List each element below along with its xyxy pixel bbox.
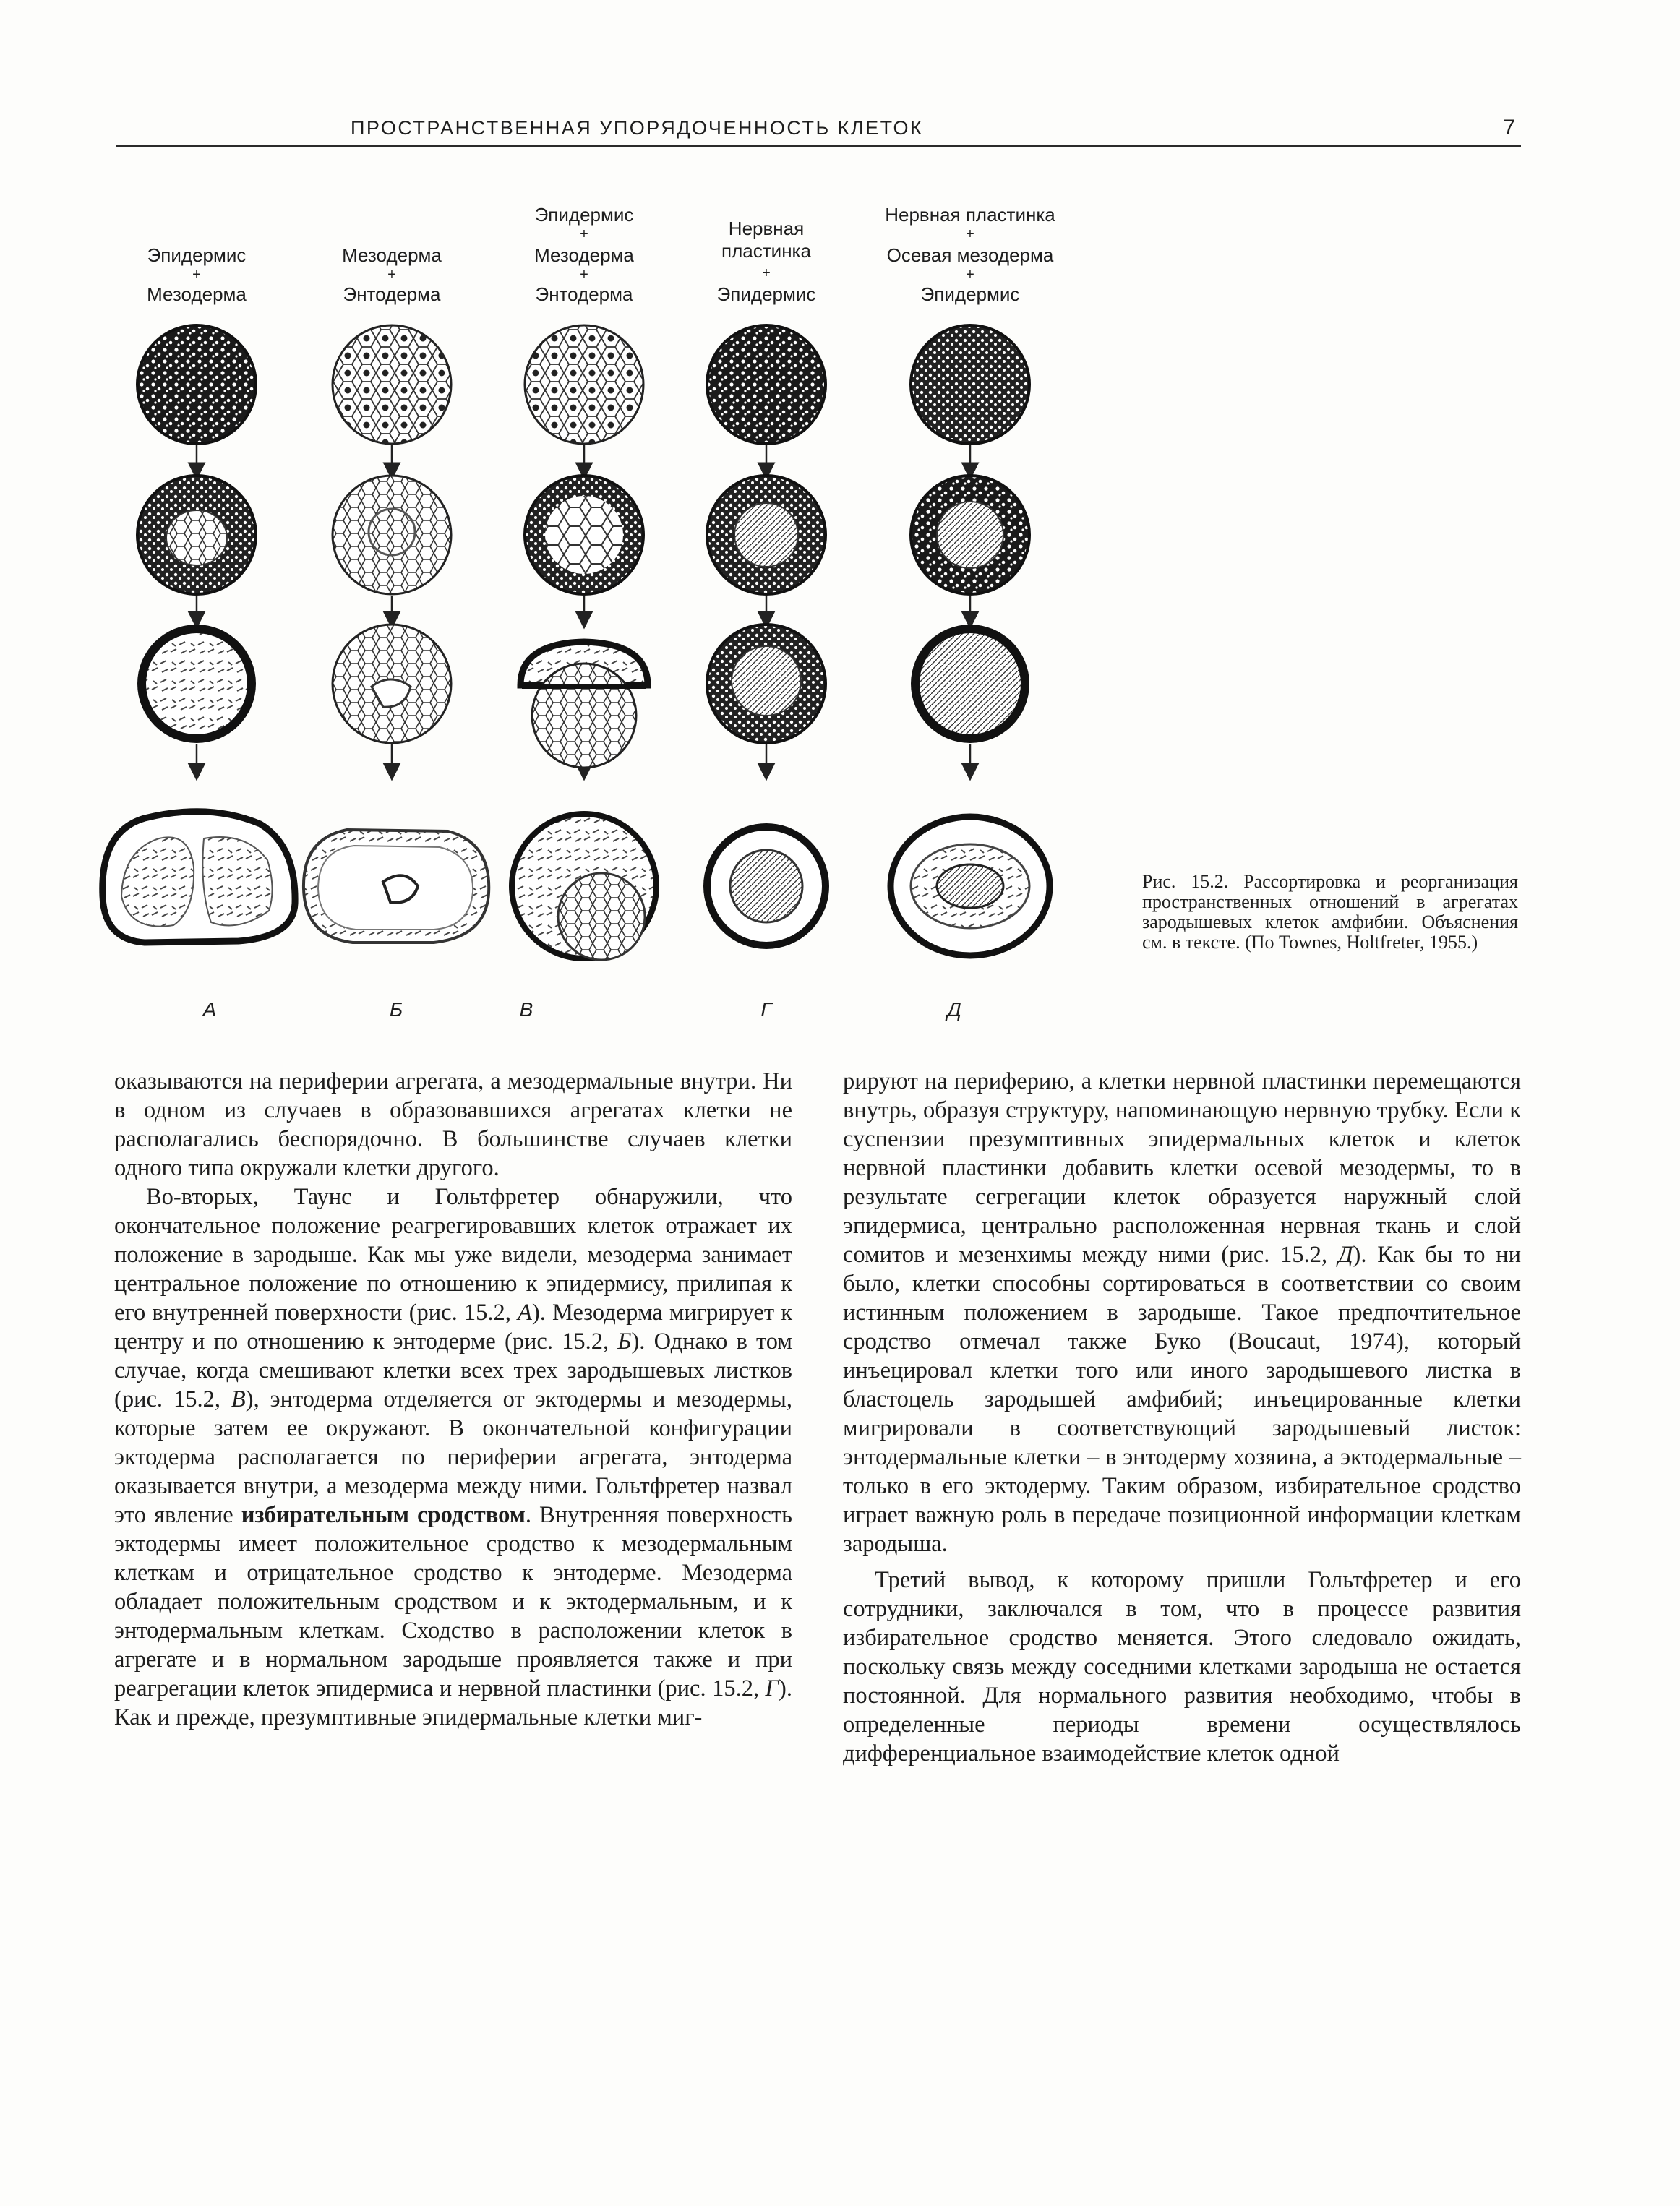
column-label-a bbox=[147, 244, 247, 305]
figure-ref: Б bbox=[617, 1329, 632, 1355]
running-title: ПРОСТРАНСТВЕННАЯ УПОРЯДОЧЕННОСТЬ КЛЕТОК bbox=[351, 117, 924, 139]
svg-text:Нервная: Нервная bbox=[728, 218, 805, 239]
page-number: 7 bbox=[1503, 116, 1515, 140]
svg-text:Мезодерма: Мезодерма bbox=[534, 244, 634, 266]
panel-letter-g: Г bbox=[760, 998, 772, 1021]
panel-letter-d: Д bbox=[947, 998, 961, 1021]
svg-text:Эпидермис: Эпидермис bbox=[920, 283, 1020, 305]
svg-text:Эпидермис: Эпидермис bbox=[534, 204, 634, 226]
text-column-left bbox=[114, 1067, 792, 1732]
svg-text:Нервная пластинка: Нервная пластинка bbox=[885, 204, 1055, 226]
key-term: избирательным сродством bbox=[241, 1502, 526, 1528]
svg-text:+: + bbox=[762, 265, 771, 281]
column-g-stages bbox=[707, 325, 826, 945]
figure-ref: Д bbox=[1337, 1242, 1353, 1268]
column-label-d bbox=[885, 204, 1055, 305]
svg-text:+: + bbox=[580, 226, 588, 242]
paragraph: рируют на периферию, а клетки нервной пластинки перемещаются внутрь, образуя структуру, напоминающую нервную трубку. Если к суспензии презумптивных эпидермальных клеток и клеток нервной пластинки добавить клетки осевой мезодермы, то в результате сегрегации клеток образуется наружный слой эпидермиса, центрально расположенная нервная ткань и слой сомитов и мезенхимы между ними (рис. 15.2, Д). Как бы то ни было, клетки способны сортироваться в соответствии со своим истинным положением в зародыше. Такое предпочтительное сродство отмечал также Буко (Boucaut, 1974), который инъецировал клетки того или иного зародышевого листка в бластоцель зародышей амфибий; инъецированные клетки мигрировали в соответствующий зародышевый листок: энтодермальные клетки – в энтодерму хозяина, а эктодермальные – только в его эктодерму. Таким образом, избирательное сродство играет важную роль в передаче позиционной информации клеткам зародыша. bbox=[843, 1068, 1521, 1557]
svg-text:Эпидермис: Эпидермис bbox=[716, 283, 816, 305]
column-b-stages bbox=[304, 325, 489, 943]
svg-text:+: + bbox=[580, 267, 588, 283]
svg-text:Эпидермис: Эпидермис bbox=[147, 244, 247, 266]
svg-text:пластинка: пластинка bbox=[721, 240, 811, 262]
text-column-right bbox=[843, 1067, 1521, 1768]
svg-text:Осевая мезодерма: Осевая мезодерма bbox=[886, 244, 1054, 266]
paragraph: оказываются на периферии агрегата, а мезодермальные внутри. Ни в одном из случаев в образовавшихся агрегатах клетки не располагались беспорядочно. В большинстве случаев клетки одного типа окружали клетки другого. bbox=[114, 1068, 792, 1181]
figure-caption: Рис. 15.2. Рассортировка и реорганизация пространственных отношений в агрегатах зародышевых клеток амфибии. Объяснения см. в тексте. (По Townes, Holtfreter, 1955.) bbox=[1142, 871, 1518, 953]
figure-ref: В bbox=[231, 1386, 246, 1412]
panel-letter-a: А bbox=[202, 998, 217, 1021]
panel-letter-b: Б bbox=[389, 998, 403, 1021]
column-a-stages bbox=[103, 325, 295, 943]
column-d-stages bbox=[891, 325, 1050, 956]
column-label-b bbox=[342, 244, 442, 305]
figure-ref: А bbox=[518, 1300, 532, 1326]
svg-text:Мезодерма: Мезодерма bbox=[342, 244, 442, 266]
svg-text:+: + bbox=[966, 267, 974, 283]
panel-letter-v: В bbox=[519, 998, 533, 1021]
svg-text:Мезодерма: Мезодерма bbox=[147, 283, 247, 305]
svg-text:+: + bbox=[966, 226, 974, 242]
svg-text:Энтодерма: Энтодерма bbox=[343, 283, 441, 305]
paragraph: Третий вывод, к которому пришли Гольтфретер и его сотрудники, заключался в том, что в процессе развития избирательное сродство меняется. Этого следовало ожидать, поскольку связь между соседними клетками зародыша не остается постоянной. Для нормального развития необходимо, чтобы в определенные периоды времени осуществлялось дифференциальное взаимодействие клеток одной bbox=[843, 1567, 1521, 1767]
column-v-stages bbox=[512, 325, 656, 960]
svg-text:+: + bbox=[387, 267, 396, 283]
svg-text:Энтодерма: Энтодерма bbox=[535, 283, 633, 305]
figure-ref: Г bbox=[765, 1675, 779, 1701]
svg-text:+: + bbox=[192, 267, 201, 283]
paragraph: Во-вторых, Таунс и Гольтфретер обнаружили, что окончательное положение реагрегировавших клеток отражает их положение в зародыше. Как мы уже видели, мезодерма занимает центральное положение по отношению к эпидермису, прилипая к его внутренней поверхности (рис. 15.2, А). Мезодерма мигрирует к центру и по отношению к энтодерме (рис. 15.2, Б). Однако в том случае, когда смешивают клетки всех трех зародышевых листков (рис. 15.2, В), энтодерма отделяется от эктодермы и мезодермы, которые затем ее окружают. В окончательной конфигурации эктодерма располагается по периферии агрегата, энтодерма оказывается внутри, а мезодерма между ними. Гольтфретер назвал это явление избирательным сродством. Внутренняя поверхность эктодермы имеет положительное сродство к мезодермальным клеткам и отрицательное сродство к энтодерме. Мезодерма обладает положительным сродством и к эктодермальным, и к энтодермальным клеткам. Сходство в расположении клеток в агрегате и в нормальном зародыше проявляется также и при реагрегации клеток эпидермиса и нервной пластинки (рис. 15.2, Г). Как и прежде, презумптивные эпидермальные клетки миг- bbox=[114, 1184, 792, 1730]
column-label-v bbox=[534, 204, 634, 305]
column-label-g bbox=[717, 218, 816, 305]
